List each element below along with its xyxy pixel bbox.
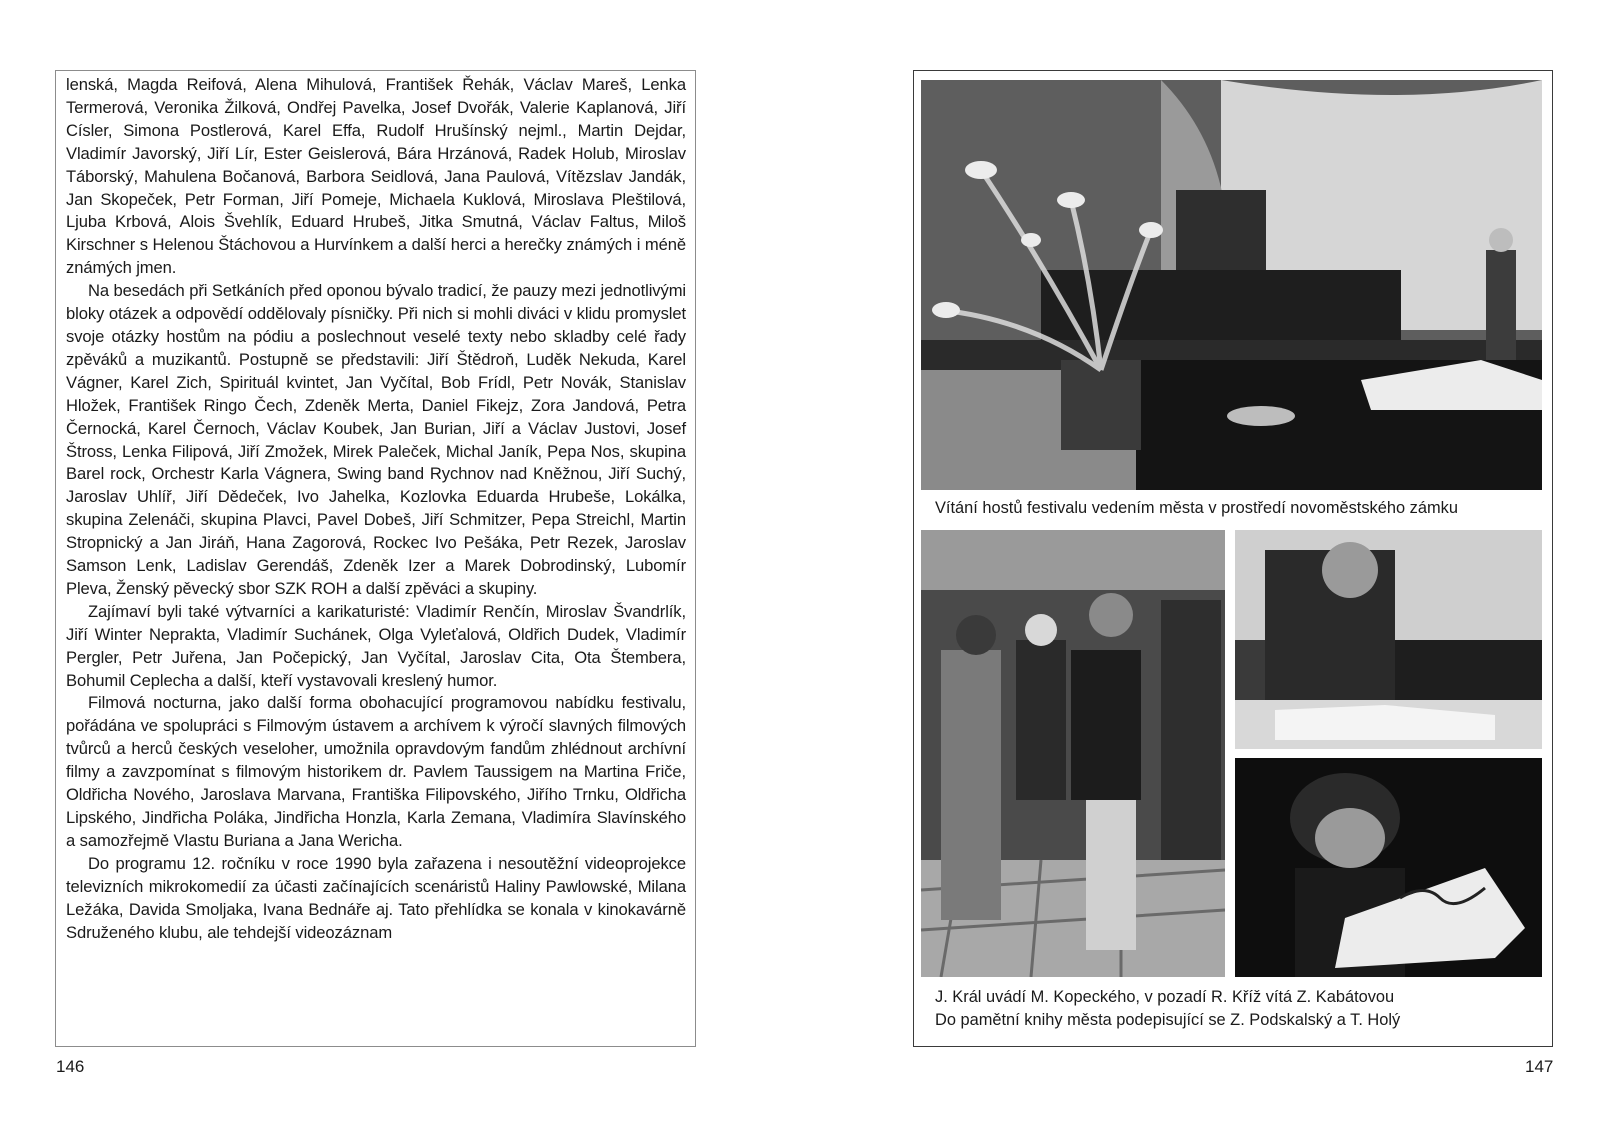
caption-bottom-1: J. Král uvádí M. Kopeckého, v pozadí R. Kříž vítá Z. Kabátovou [935,988,1395,1006]
photo-reception-hall [921,80,1542,490]
caption-top: Vítání hostů festivalu vedením města v prostředí novoměstského zámku [935,499,1458,517]
paragraph-4: Filmová nocturna, jako další forma obohacující programovou nabídku festivalu, pořádána ve spolupráci s Filmovým ústavem a archívem k výročí slavných filmových tvůrců a herců českých veseloher, umožnila opravdovým fandům zhlédnout archívní filmy a zavzpomínat s filmovým historikem dr. Pavlem Taussigem na Martina Friče, Oldřicha Nového, Jaroslava Marvana, Františka Filipovského, Jiřího Trnku, Oldřicha Lipského, Jindřicha Poláka, Jindřicha Honzla, Karla Zemana, Vladimíra Slavínského a samozřejmě Vlastu Buriana a Jana Wericha. [66,693,686,850]
paragraph-2: Na besedách při Setkáních před oponou bývalo tradicí, že pauzy mezi jednotlivými bloky otázek a odpovědí oddělovaly písničky. Při nich si mohli diváci v klidu promyslet svoje otázky hostům na pódiu a poslechnout veselé texty nebo skladby celé řady zpěváků a muzikantů. Postupně se představili: Jiří Štědroň, Luděk Nekuda, Karel Vágner, Karel Zich, Spirituál kvintet, Jan Vyčítal, Bob Frídl, Petr Novák, Stanislav Hložek, František Ringo Čech, Zdeněk Merta, Daniel Fikejz, Zora Jandová, Petra Černocká, Karel Černoch, Václav Koubek, Jan Burian, Jiří a Václav Justovi, Josef Štross, Lenka Filipová, Jiří Zmožek, Mirek Paleček, Michal Janík, Pepa Nos, skupina Barel rock, Orchestr Karla Vágnera, Swing band Rychnov nad Kněžnou, Jiří Suchý, Jaroslav Uhlíř, Jiří Dědeček, Ivo Jahelka, Kozlovka Eduarda Hrubeše, Lokálka, skupina Zelenáči, skupina Plavci, Pavel Dobeš, Jiří Schmitzer, Pepa Streichl, Martin Stropnický a Jan Jiráň, Hana Zagorová, Rockec Ivo Pešáka, Petr Rezek, Jaroslav Samson Lenk, Ladislav Gerendáš, Zdeněk Izer a Marek Dobrodinský, Lubomír Pleva, Ženský pěvecký sbor SZK ROH a další zpěváci a skupiny. [66,281,687,598]
caption-bottom-2: Do pamětní knihy města podepisující se Z. Podskalský a T. Holý [935,1011,1401,1029]
photo-signing-book-2 [1235,758,1542,977]
page-number-left: 146 [56,1057,85,1076]
paragraph-5: Do programu 12. ročníku v roce 1990 byla zařazena i nesoutěžní videoprojekce televizních mikrokomedií za účasti začínajících scenáristů Haliny Pawlowské, Milana Ležáka, Davida Smoljaka, Ivana Bednáře aj. Tato přehlídka se konala v kinokavárně Sdruženého klubu, ale tehdejší videozáznam [66,853,686,942]
paragraph-1: lenská, Magda Reifová, Alena Mihulová, František Řehák, Václav Mareš, Lenka Termerová, Veronika Žilková, Ondřej Pavelka, Josef Dvořák, Valerie Kaplanová, Jiří Císler, Simona Postlerová, Karel Effa, Rudolf Hrušínský nejml., Martin Dejdar, Vladimír Javorský, Jiří Lír, Ester Geislerová, Bára Hrzánová, Radek Holub, Miroslav Táborský, Mahulena Bočanová, Barbora Seidlová, Jana Paulová, Vítězslav Jandák, Jan Skopeček, Petr Forman, Jiří Pomeje, Michaela Kuklová, Miroslava Pleštilová, Ljuba Krbová, Alois Švehlík, Eduard Hrubeš, Jitka Smutná, Václav Faltus, Miloš Kirschner s Helenou Štáchovou a Hurvínkem a další herci a herečky známých i méně známých jmen. [66,75,686,278]
photo-signing-book-1 [1235,530,1542,749]
page-number-right: 147 [1525,1057,1554,1076]
paragraph-3: Zajímaví byli také výtvarníci a karikaturisté: Vladimír Renčín, Miroslav Švandrlík, Jiří Winter Neprakta, Vladimír Suchánek, Olga Vyleťalová, Oldřich Dudek, Vladimír Pergler, Petr Juřena, Jan Počepický, Jan Vyčítal, Jaroslav Cita, Ota Štembera, Bohumil Ceplecha a další, kteří vystavovali kreslený humor. [66,601,686,690]
text-column [55,70,696,1047]
photo-guests-entering [921,530,1225,977]
